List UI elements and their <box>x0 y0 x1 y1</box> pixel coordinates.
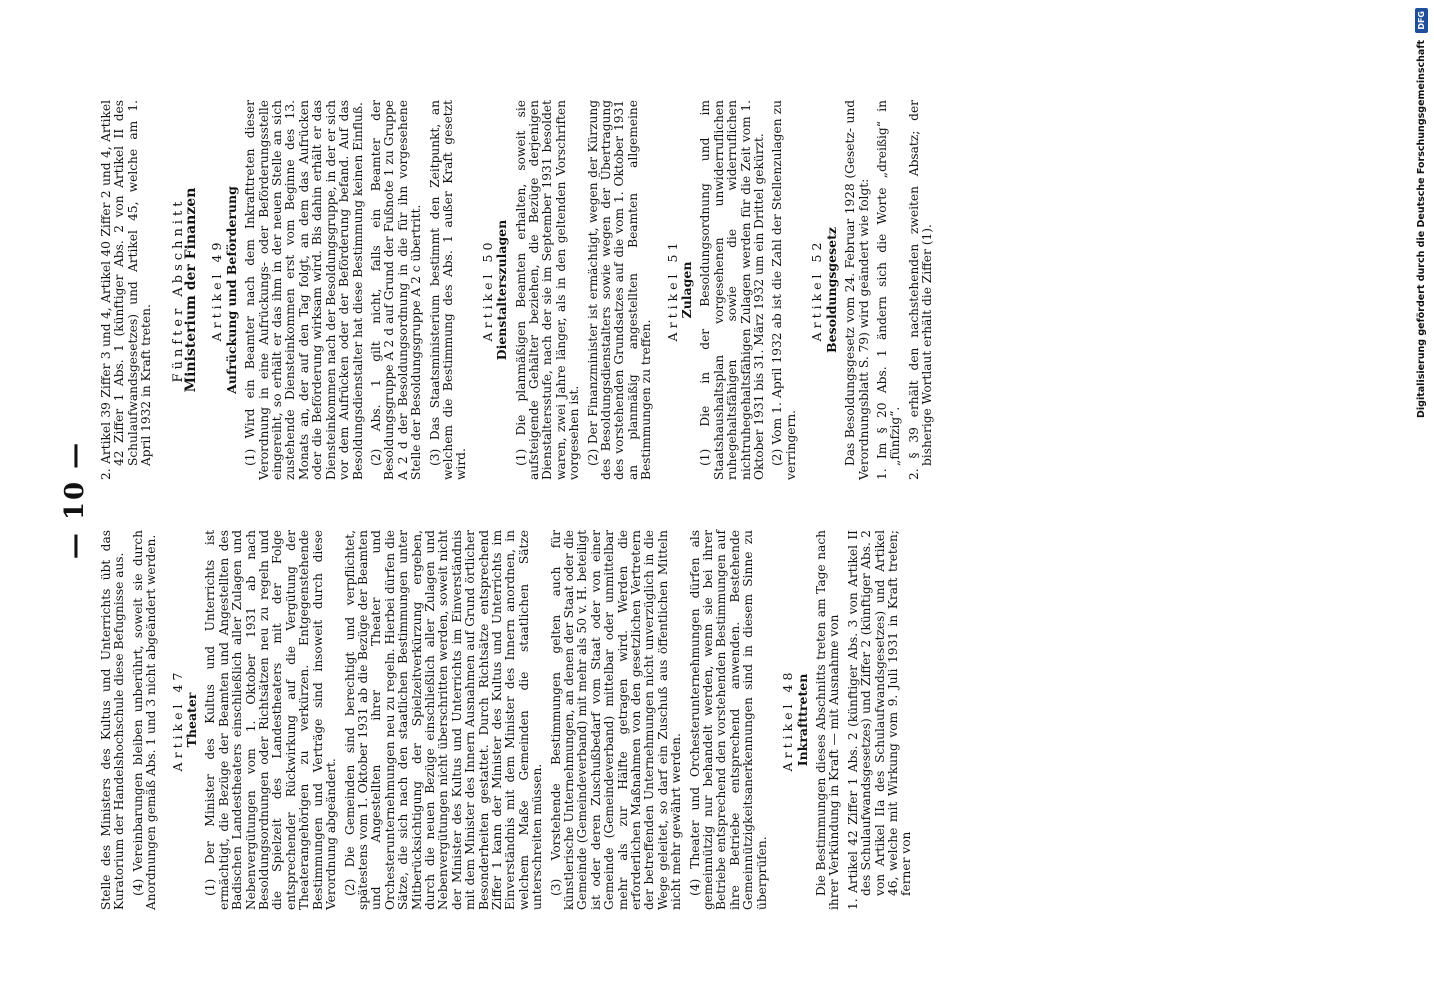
article-52-title: Besoldungsgesetz <box>823 227 839 353</box>
funding-credit-strip <box>1412 8 1432 992</box>
article-49-heading: Artikel 49 <box>209 238 225 342</box>
paragraph: (4) Theater und Orchesterunternehmungen dürfen als gemeinnützig nur behandelt werden, wenn sie bei ihrer Betriebe entsprechend den vorstehenden Bestimmungen auf ihre Betriebe entsprechend anwenden. Bestehende Gemeinnützigkeitsanerkennungen sind in diesem Sinne zu überprüfen. <box>687 530 769 910</box>
list-item: 1. Artikel 42 Ziffer 1 Abs. 2 (künftiger Abs. 3 von Artikel II des Schulaufwandsgesetzes) und Ziffer 2 (künftiger Abs. 2 von Artikel IIa des Schulaufwandsgesetzes) und Artikel 46, welche mit Wirkung vom 9. Juli 1931 in Kraft treten; ferner von <box>845 530 914 910</box>
paragraph: (3) Das Staatsministerium bestimmt den Zeitpunkt, an welchem die Bestimmung des Abs. 1 außer Kraft gesetzt wird. <box>427 100 469 480</box>
right-column <box>100 100 940 480</box>
list-item: 1. Im § 20 Abs. 1 ändern sich die Worte „dreißig“ in „fünfzig“. <box>874 100 903 480</box>
paragraph: Die Bestimmungen dieses Abschnitts treten am Tage nach ihrer Verkündung in Kraft — mit Ausnahme von <box>813 530 842 910</box>
section-title: Ministerium der Finanzen <box>183 187 200 393</box>
article-50-title: Dienstalterszulagen <box>494 219 510 361</box>
paragraph: (1) Die in der Besoldungsordnung und im Staatshaushaltsplan vorgesehenen unwiderruflichen ruhegehaltsfähigen sowie die widerruflichen nichtruhegehaltsfähigen Zulagen werden für die Zeit vom 1. Oktober 1931 bis 31. März 1932 um ein Drittel gekürzt. <box>698 100 767 480</box>
paragraph: (1) Der Minister des Kultus und Unterrichts ist ermächtigt, die Bezüge der Beamten und Angestellten des Badischen Landestheaters einschließlich aller Zulagen und Nebenvergütungen vom 1. Oktober 1931 ab nach Besoldungsordnungen oder Richtsätzen neu zu regeln und die Spielzeit des Landestheaters mit der Folge entsprechender Rückwirkung auf die Vergütung der Theaterangehörigen zu verkürzen. Entgegenstehende Bestimmungen und Verträge sind insoweit durch diese Verordnung abgeändert. <box>203 530 339 910</box>
left-column <box>100 530 919 910</box>
paragraph: (2) Abs. 1 gilt nicht, falls ein Beamter der Besoldungsgruppe A 2 d auf Grund der Fußnote 1 zu Gruppe A 2 d der Besoldungsordnung in die für ihn vorgesehene Stelle der Besoldungsgruppe A 2 c übertritt. <box>368 100 424 480</box>
paragraph: (2) Die Gemeinden sind berechtigt und verpflichtet, spätestens vom 1. Oktober 1931 ab die Bezüge der Beamten und Angestellten ihrer Theater und Orchesterunternehmungen neu zu regeln. Hierbei dürfen die Sätze, die sich nach den staatlichen Bestimmungen unter Mitberücksichtigung der Spielzeitverkürzung ergeben, durch die neuen Bezüge einschließlich aller Zulagen und Nebenvergütungen nicht überschritten werden, soweit nicht der Minister des Kultus und Unterrichts im Einverständnis mit dem Minister des Innern Ausnahmen auf Grund örtlicher Besonderheiten gestattet. Durch Richtsätze entsprechend Ziffer 1 kann der Minister des Kultus und Unterrichts im Einverständnis mit dem Minister des Innern anordnen, in welchem Maße Gemeinden die staatlichen Sätze unterschreiten müssen. <box>342 530 545 910</box>
paragraph: (1) Die planmäßigen Beamten erhalten, soweit sie aufsteigende Gehälter beziehen, die Bezüge derjenigen Dienstaltersstufe, nach der sie im September 1931 besoldet waren, zwei Jahre länger, als in den geltenden Vorschriften vorgesehen ist. <box>513 100 582 480</box>
paragraph: (2) Der Finanzminister ist ermächtigt, wegen der Kürzung des Besoldungsdienstalters sowie wegen der Übertragung des vorstehenden Grundsatzes auf die vom 1. Oktober 1931 an planmäßig angestellten Beamten allgemeine Bestimmungen zu treffen. <box>585 100 654 480</box>
article-51-heading: Artikel 51 <box>664 238 680 342</box>
article-49-title: Aufrückung und Beförderung <box>223 186 239 394</box>
article-50-heading: Artikel 50 <box>479 238 495 342</box>
funding-credit-text: Digitalisierung gefördert durch die Deutsche Forschungsgemeinschaft <box>1416 39 1427 418</box>
article-47-heading: Artikel 47 <box>169 668 185 772</box>
article-51-title: Zulagen <box>679 261 695 319</box>
section-heading: Fünfter Abschnitt <box>170 197 186 383</box>
list-item: 2. § 39 erhält den nachstehenden zweiten Absatz; der bisherige Wortlaut erhält die Ziffer (1). <box>906 100 935 480</box>
paragraph: (3) Vorstehende Bestimmungen gelten auch für künstlerische Unternehmungen, an denen der Staat oder die Gemeinde (Gemeindeverband) mit mehr als 50 v. H. beteiligt ist oder deren Zuschußbedarf vom Staat oder von einer Gemeinde (Gemeindeverband) mittelbar oder unmittelbar mehr als zur Hälfte getragen wird. Werden die erforderlichen Maßnahmen von den gesetzlichen Vertretern der betreffenden Unternehmungen nicht unverzüglich in die Wege geleitet, so darf ein Zuschuß aus öffentlichen Mitteln nicht mehr gewährt werden. <box>548 530 684 910</box>
paragraph: (1) Wird ein Beamter nach dem Inkrafttreten dieser Verordnung in eine Aufrückungs- oder Beförderungsstelle eingereiht, so erhält er das ihm in der neuen Stelle an sich zustehende Diensteinkommen erst vom Beginne des 13. Monats an, der auf den Tag folgt, an dem das Aufrücken oder die Beförderung wirksam wird. Bis dahin erhält er das Diensteinkommen nach der Besoldungsgruppe, in der er sich vor dem Aufrücken oder der Beförderung befand. Auf das Besoldungsdienstalter hat diese Bestimmung keinen Einfluß. <box>243 100 365 480</box>
article-47-title: Theater <box>184 692 200 748</box>
paragraph: (2) Vom 1. April 1932 ab ist die Zahl der Stellenzulagen zu verringern. <box>770 100 798 480</box>
dfg-logo-icon: DFG <box>1415 8 1428 33</box>
article-48-heading: Artikel 48 <box>780 668 796 772</box>
paragraph: (4) Vereinbarungen bleiben unberührt, soweit sie durch Anordnungen gemäß Abs. 1 und 3 nicht abgeändert werden. <box>130 530 159 910</box>
list-item: 2. Artikel 39 Ziffer 3 und 4, Artikel 40 Ziffer 2 und 4, Artikel 42 Ziffer 1 Abs. 1 (künftiger Abs. 2 von Artikel II des Schulaufwandsgesetzes) und Artikel 45, welche am 1. April 1932 in Kraft treten. <box>99 100 154 480</box>
article-52-heading: Artikel 52 <box>809 238 825 342</box>
article-48-title: Inkrafttreten <box>794 673 810 767</box>
paragraph: Das Besoldungsgesetz vom 24. Februar 1928 (Gesetz- und Verordnungsblatt S. 79) wird geändert wie folgt: <box>843 100 871 480</box>
funding-credit <box>1412 8 1432 992</box>
paragraph: Stelle des Ministers des Kultus und Unterrichts übt das Kuratorium der Handelshochschule diese Befugnisse aus. <box>99 530 127 910</box>
page-number: — 10 — <box>60 440 90 560</box>
